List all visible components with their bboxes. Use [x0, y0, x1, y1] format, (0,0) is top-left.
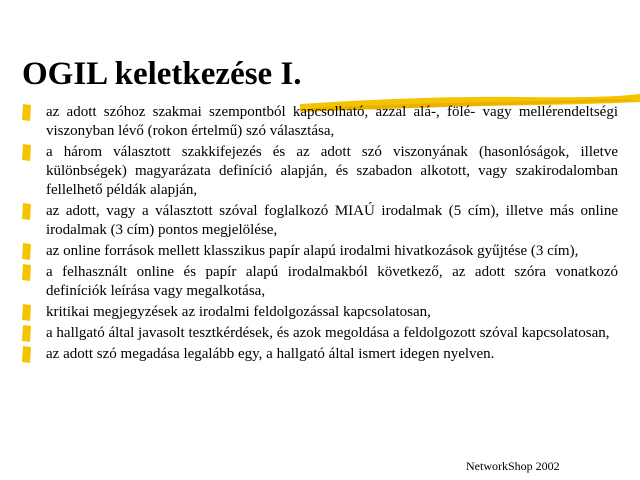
yellow-brush-bullet-icon [22, 144, 32, 161]
list-item [22, 345, 618, 364]
bullet-text: az adott szóhoz szakmai szempontból kapcsolható, azzal alá-, fölé- vagy mellérendeltségi viszonyban lévő (rokon értelmű) szó választása, [46, 104, 618, 139]
bullet-list [22, 103, 618, 366]
bullet-text: kritikai megjegyzések az irodalmi feldolgozással kapcsolatosan, [46, 304, 431, 320]
list-item [22, 242, 618, 261]
bullet-text: a hallgató által javasolt tesztkérdések, és azok megoldása a feldolgozott szóval kapcsolatosan, [46, 325, 610, 341]
yellow-brush-bullet-icon [22, 325, 32, 342]
yellow-brush-bullet-icon [22, 243, 32, 260]
bullet-text: a három választott szakkifejezés és az adott szó viszonyának (hasonlóságok, illetve különbségek) magyarázata definíció alapján, és szabadon alkotott, vagy szakirodalomban fellelhető példák alapján, [46, 144, 618, 198]
yellow-brush-bullet-icon [22, 264, 32, 281]
bullet-text: az online források mellett klasszikus papír alapú irodalmi hivatkozások gyűjtése (3 cím), [46, 243, 579, 259]
footer-label: NetworkShop 2002 [466, 459, 560, 473]
yellow-brush-bullet-icon [22, 104, 32, 121]
bullet-text: a felhasznált online és papír alapú irodalmakból következő, az adott szóra vonatkozó definíciók leírása vagy megalkotása, [46, 264, 618, 299]
list-item [22, 303, 618, 322]
list-item [22, 263, 618, 301]
list-item [22, 324, 618, 343]
yellow-brush-bullet-icon [22, 304, 32, 321]
list-item [22, 143, 618, 200]
yellow-brush-bullet-icon [22, 346, 32, 363]
list-item [22, 103, 618, 141]
slide-title: OGIL keletkezése I. [22, 56, 302, 92]
list-item [22, 202, 618, 240]
yellow-brush-bullet-icon [22, 203, 32, 220]
bullet-text: az adott, vagy a választott szóval foglalkozó MIAÚ irodalmak (5 cím), illetve más online irodalmak (3 cím) pontos megjelölése, [46, 203, 618, 238]
bullet-text: az adott szó megadása legalább egy, a hallgató által ismert idegen nyelven. [46, 346, 495, 362]
